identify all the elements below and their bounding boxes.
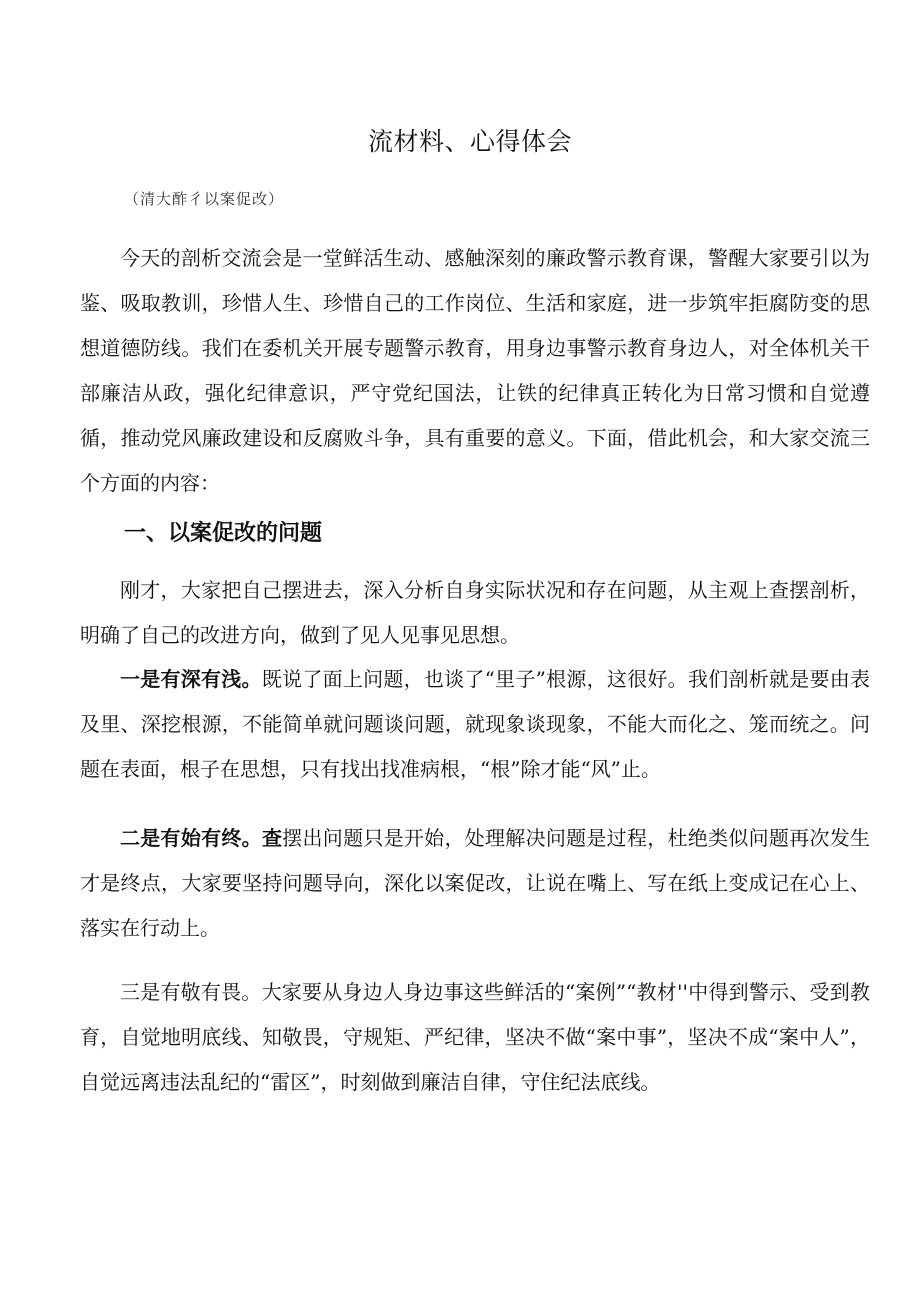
section-paragraph: 刚才，大家把自己摆进去，深入分析自身实际状况和存在问题，从主观上查摆剖析，明确了自己的改进方向，做到了见人见事见思想。 — [80, 578, 870, 647]
point-one-text: 既说了面上问题，也谈了“里子”根源，这很好。我们剖析就是要由表及里、深挖根源，不能简单就问题谈问题，就现象谈现象，不能大而化之、笼而统之。问题在表面，根子在思想，只有找出找准病根，“根”除才能“风”止。 — [80, 667, 871, 781]
point-one-paragraph — [80, 657, 870, 792]
document-title: 流材料、心得体会 — [367, 127, 572, 156]
point-two-paragraph — [80, 816, 870, 951]
section-heading: 一、以案促改的问题 — [124, 521, 323, 546]
point-two-text: 摆出问题只是开始，处理解决问题是过程，杜绝类似问题再次发生才是终点，大家要坚持问题导向，深化以案促改，让说在嘴上、写在纸上变成记在心上、落实在行动上。 — [80, 826, 871, 940]
point-one-lead: 一是有深有浅。 — [120, 667, 262, 691]
intro-paragraph: 今天的剖析交流会是一堂鲜活生动、感触深刻的廉政警示教育课，警醒大家要引以为鉴、吸取教训，珍惜人生、珍惜自己的工作岗位、生活和家庭，进一步筑牢拒腐防变的思想道德防线。我们在委机关开展专题警示教育，用身边事警示教育身边人，对全体机关干部廉洁从政，强化纪律意识，严守党纪国法，让铁的纪律真正转化为日常习惯和自觉遵循，推动党风廉政建设和反腐败斗争，具有重要的意义。下面，借此机会，和大家交流三个方面的内容： — [80, 246, 870, 495]
point-two-lead: 二是有始有终。查 — [120, 826, 283, 850]
point-three-paragraph: 三是有敬有畏。大家要从身边人身边事这些鲜活的“案例”“教材''中得到警示、受到教育，自觉地明底线、知敬畏，守规矩、严纪律，坚决不做“案中事”，坚决不成“案中人”，自觉远离违法乱纪的“雷区”，时刻做到廉洁自律，守住纪法底线。 — [80, 980, 870, 1094]
document-subtitle: （清大酢彳以案促改） — [124, 190, 285, 208]
